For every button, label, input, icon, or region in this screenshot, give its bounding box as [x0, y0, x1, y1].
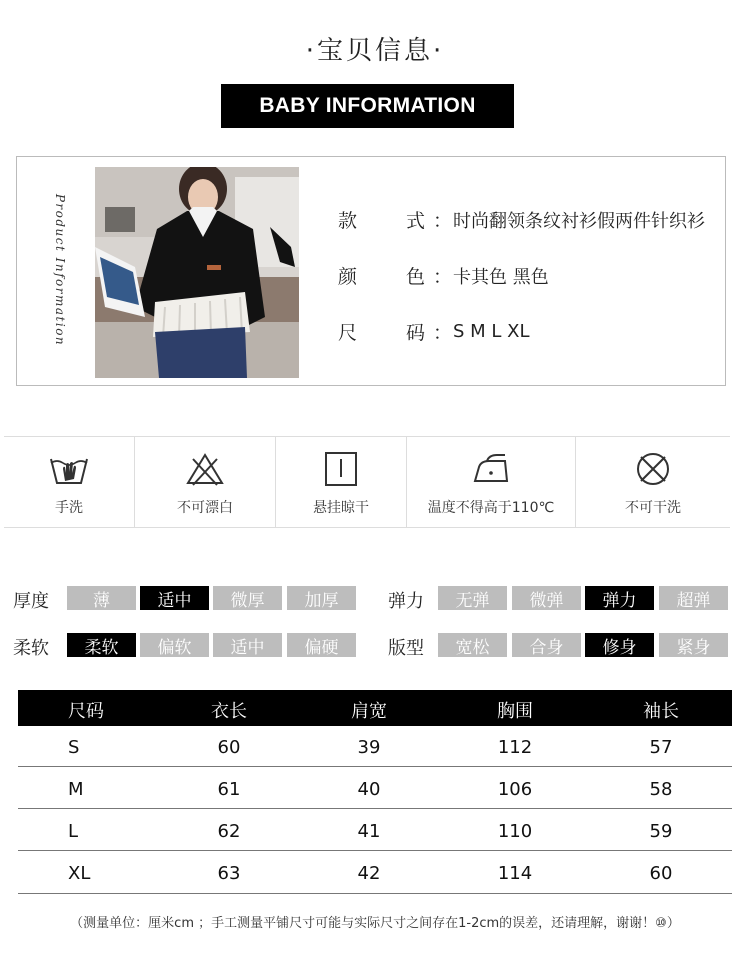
thickness-option-slightly-thick: 微厚	[213, 586, 282, 610]
thickness-option-thin: 薄	[67, 586, 136, 610]
size-table-header	[18, 690, 732, 726]
care-no-bleach: 不可漂白	[135, 437, 275, 527]
table-cell: 42	[357, 863, 381, 884]
thickness-label: 厚度	[13, 591, 49, 612]
table-cell: 60	[217, 737, 241, 758]
table-cell: 57	[649, 737, 673, 758]
product-photo-image	[95, 167, 299, 378]
spec-size-value: S M L XL	[453, 321, 530, 342]
softness-option-soft: 柔软	[67, 633, 136, 657]
table-cell: 114	[497, 863, 533, 884]
softness-label: 柔软	[13, 638, 49, 659]
product-photo	[95, 167, 299, 378]
table-row-divider	[18, 850, 732, 851]
table-cell-size: M	[68, 779, 84, 800]
table-cell: 41	[357, 821, 381, 842]
care-no-dry-clean: 不可干洗	[576, 437, 730, 527]
table-cell: 40	[357, 779, 381, 800]
header-chest: 胸围	[497, 701, 533, 722]
table-row-divider	[18, 893, 732, 894]
hand-wash-icon	[49, 451, 89, 487]
elasticity-label: 弹力	[388, 591, 424, 612]
table-cell: 106	[497, 779, 533, 800]
fit-option-regular: 合身	[512, 633, 581, 657]
table-cell-size: S	[68, 737, 80, 758]
hang-dry-icon	[321, 451, 361, 487]
thickness-option-medium: 适中	[140, 586, 209, 610]
header-length: 衣长	[211, 701, 247, 722]
table-cell: 60	[649, 863, 673, 884]
spec-color: 颜 色 ： 卡其色 黑色	[338, 262, 549, 289]
table-cell: 58	[649, 779, 673, 800]
table-cell-size: XL	[68, 863, 91, 884]
measurement-note: （测量单位：厘米cm ；手工测量平铺尺寸可能与实际尺寸之间存在1-2cm的误差，还请理解，谢谢！⑩）	[70, 916, 680, 931]
fit-option-tight: 紧身	[659, 633, 728, 657]
fit-option-loose: 宽松	[438, 633, 507, 657]
spec-style-value: 时尚翻领条纹衬衫假两件针织衫	[453, 210, 705, 232]
table-row-divider	[18, 808, 732, 809]
header-shoulder: 肩宽	[351, 701, 387, 722]
table-cell: 62	[217, 821, 241, 842]
table-cell: 110	[497, 821, 533, 842]
spec-color-value: 卡其色 黑色	[453, 266, 549, 288]
elasticity-option-super: 超弹	[659, 586, 728, 610]
elasticity-option-none: 无弹	[438, 586, 507, 610]
header-sleeve: 袖长	[643, 701, 679, 722]
care-iron: 温度不得高于110℃	[407, 437, 575, 527]
elasticity-option-elastic: 弹力	[585, 586, 654, 610]
fit-option-slim: 修身	[585, 633, 654, 657]
spec-size: 尺 码 ： S M L XL	[338, 321, 530, 344]
table-cell-size: L	[68, 821, 79, 842]
table-cell: 39	[357, 737, 381, 758]
no-bleach-icon	[185, 451, 225, 487]
vertical-caption: Product Information	[53, 193, 67, 347]
care-instructions	[4, 436, 730, 528]
no-dry-clean-icon	[633, 451, 673, 487]
thickness-option-thick: 加厚	[287, 586, 356, 610]
table-cell: 59	[649, 821, 673, 842]
care-hang-dry: 悬挂晾干	[276, 437, 406, 527]
softness-option-slightly-soft: 偏软	[140, 633, 209, 657]
softness-option-firm: 偏硬	[287, 633, 356, 657]
care-hand-wash: 手洗	[4, 437, 134, 527]
elasticity-option-slight: 微弹	[512, 586, 581, 610]
spec-style: 款 式 ： 时尚翻领条纹衬衫假两件针织衫	[338, 206, 705, 233]
section-title: ·宝贝信息·	[305, 36, 445, 66]
table-row-divider	[18, 766, 732, 767]
table-cell: 63	[217, 863, 241, 884]
table-cell: 112	[497, 737, 533, 758]
fit-label: 版型	[388, 638, 424, 659]
table-cell: 61	[217, 779, 241, 800]
softness-option-medium: 适中	[213, 633, 282, 657]
iron-icon	[471, 451, 511, 487]
section-title-english: BABY INFORMATION	[221, 84, 514, 128]
header-size: 尺码	[68, 701, 104, 722]
